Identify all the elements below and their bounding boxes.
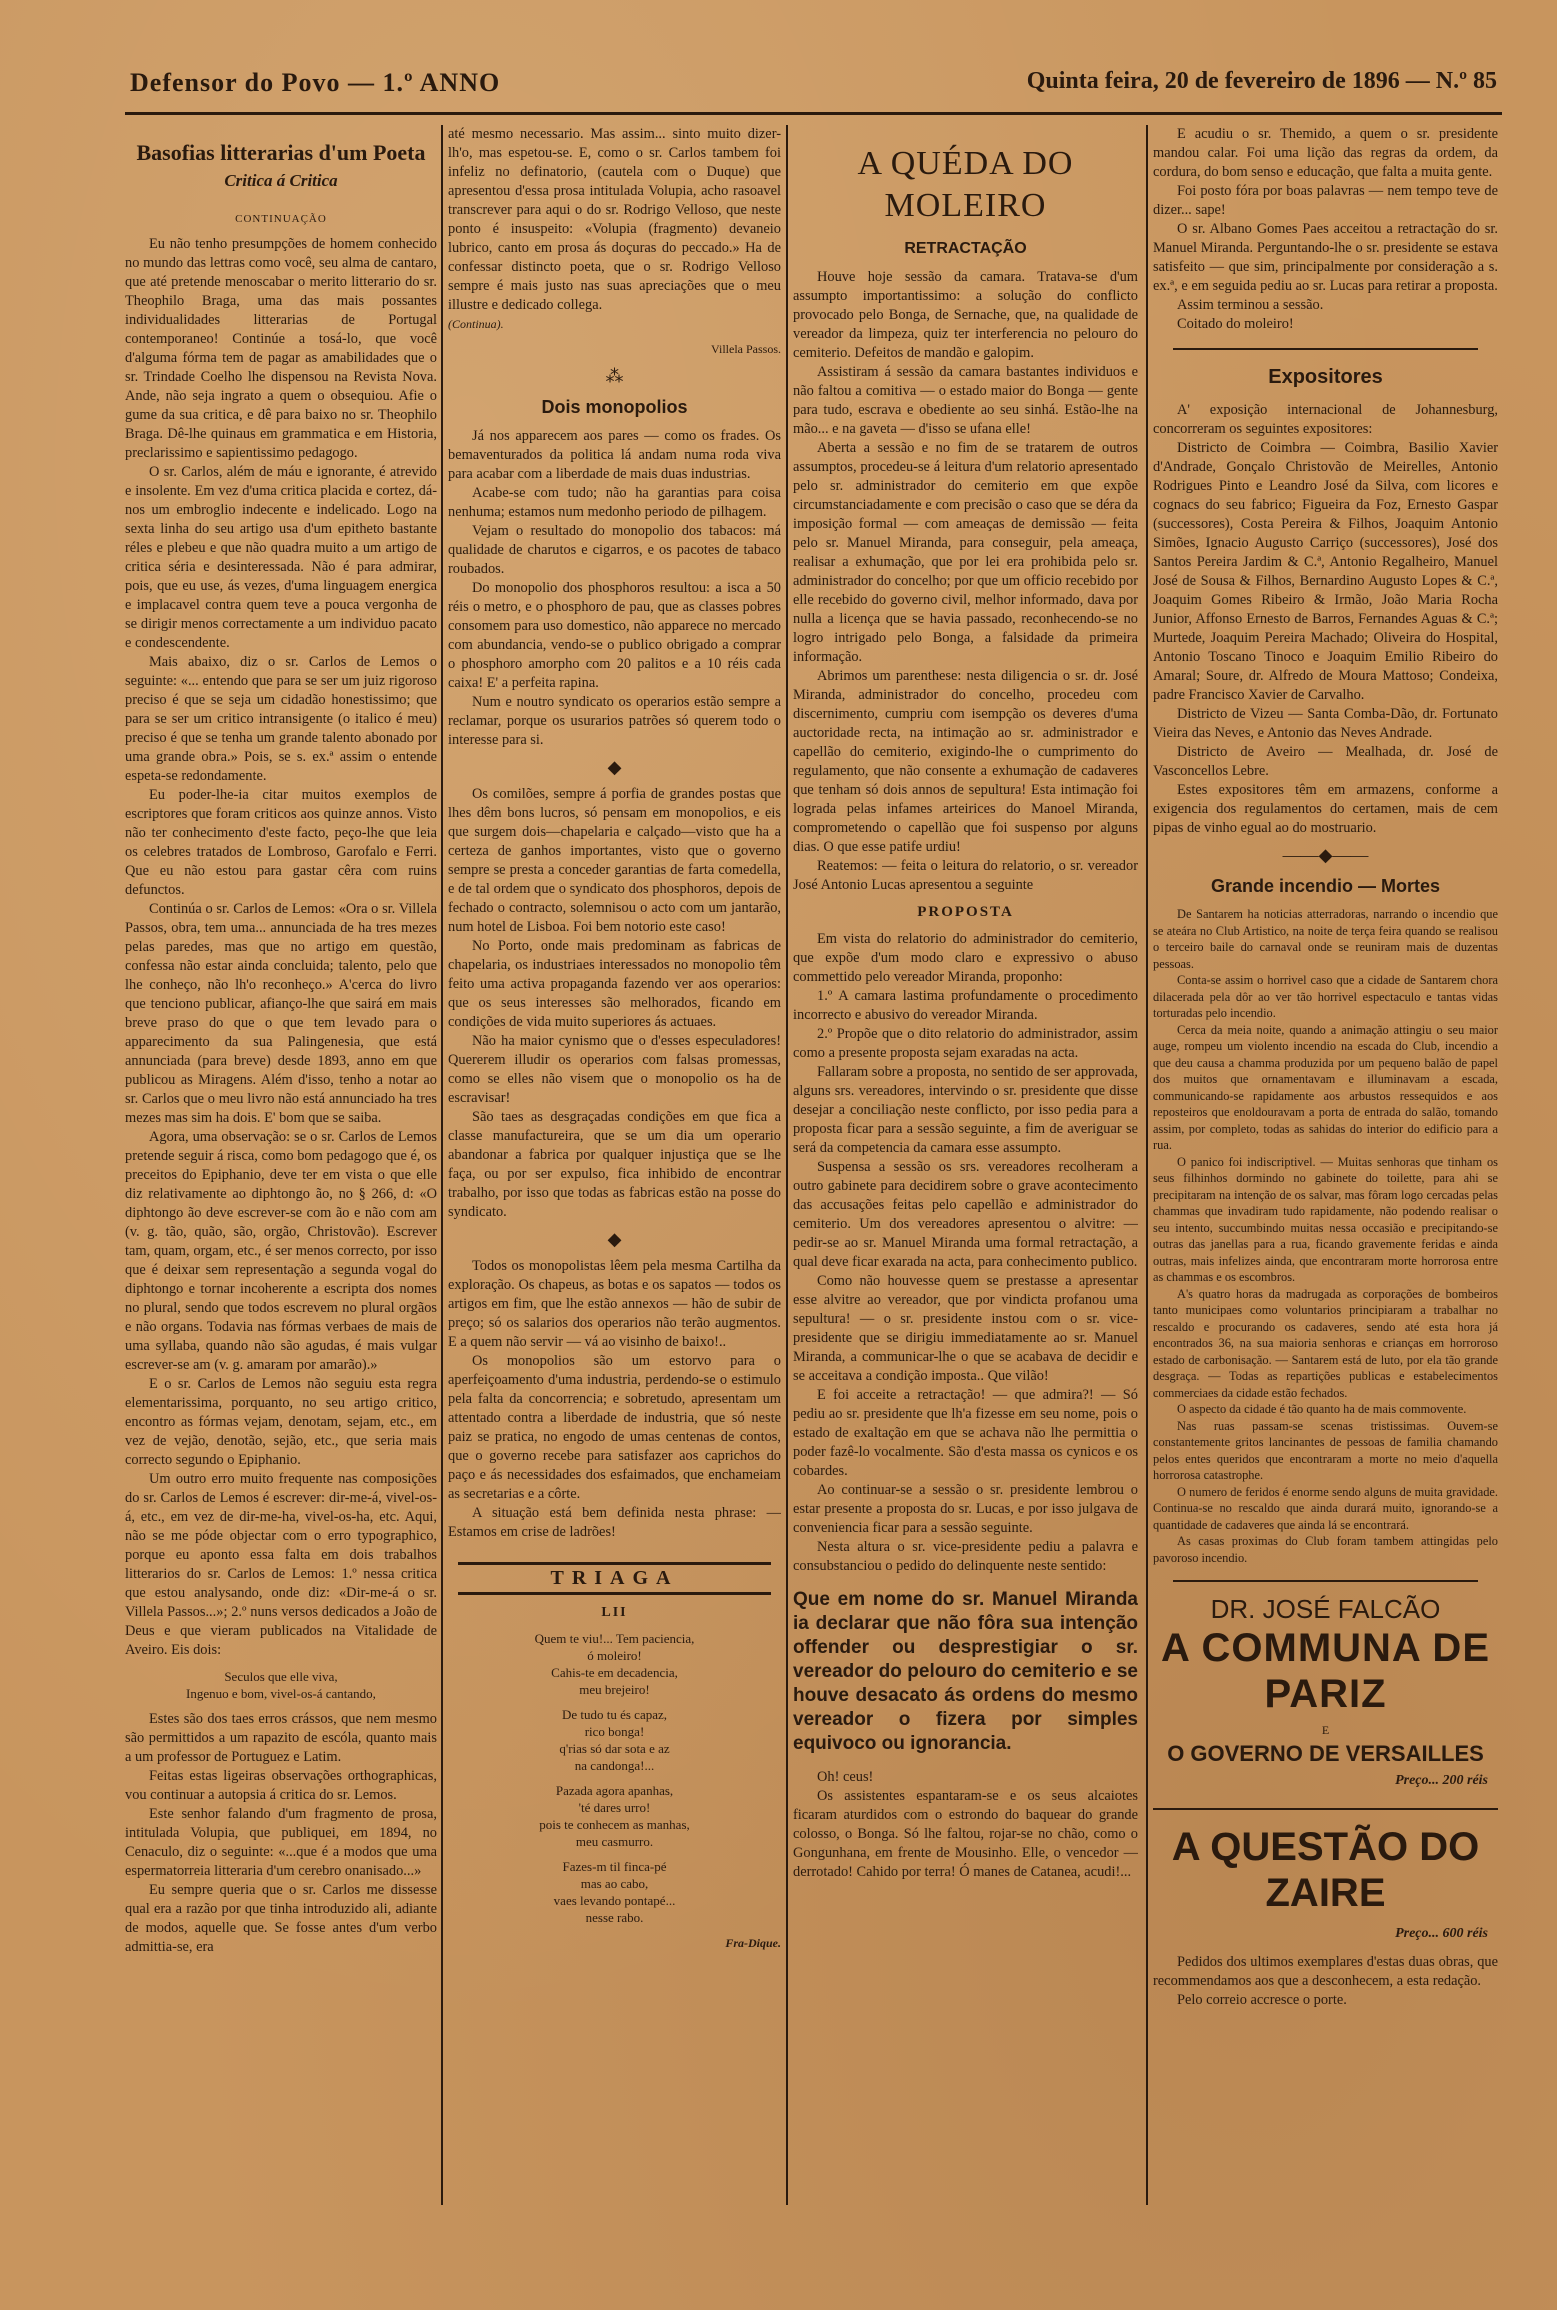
paragraph: Pelo correio accresce o porte. bbox=[1177, 1992, 1347, 2008]
poem-stanza: De tudo tu és capaz, rico bonga! q'rias só dar sota e az na candonga!... bbox=[559, 1707, 670, 1773]
paragraph: Do monopolio dos phosphoros resultou: a isca a 50 réis o metro, e o phosphoro de pau, que as classes pobres consomem para uso domestico, não apparece no mercado com abundancia, vendo-se o publico obrigado a comprar o phosphoro amorpho com 20 palitos e a 10 réis cada caixa! E' a perfeita rapina. bbox=[448, 580, 781, 691]
ad-book-title: A COMMUNA DE PARIZ bbox=[1160, 1626, 1490, 1716]
paragraph: O sr. Carlos, além de máu e ignorante, é atrevido e insolente. Em vez d'uma critica placida e cortez, dá-nos um embroglio indecente e indelicado. Logo na sexta linha do seu artigo usa d'um epitheto bastante réles e plebeu e que não quadra muito a um artigo de critica séria e desinteressada. Não é para admirar, pois, que eu use, ás vezes, d'uma linguagem energica e implacavel contra quem teve a pouca vergonha de se dirigir menos correctamente a um individuo pacato e condescendente. bbox=[125, 464, 437, 651]
ad-price: Preço... 200 réis bbox=[1395, 1773, 1488, 1788]
paragraph: O aspecto da cidade é tão quanto ha de mais commovente. bbox=[1177, 1402, 1467, 1416]
paragraph: O sr. Albano Gomes Paes acceitou a retractação do sr. Manuel Miranda. Perguntando-lhe o sr. presidente se estava satisfeito — que sim, principalmente por consideração a s. ex.ª, e em seguida pediu ao sr. Lucas para retirar a proposta. bbox=[1153, 221, 1498, 294]
paragraph: Todos os monopolistas lêem pela mesma Cartilha da exploração. Os chapeus, as botas e os sapatos — todos os artigos em fim, que lhe estão annexos — hão de subir de preço; só os salarios dos operarios não terão augmentos. E a quem não servir — vá ao visinho de baixo!.. bbox=[448, 1258, 781, 1350]
paragraph: Continúa o sr. Carlos de Lemos: «Ora o sr. Villela Passos, obra, tem uma... annunciada de ha tres mezes pelas paredes, mas que no artigo em questão, confessa não estar ainda concluida; talento, pelo que lhe conheço, não lh'o reconheço.» A'cerca do livro que tenciono publicar, afianço-lhe que sairá em mais breve praso do que o que tem levado para o apparecimento da sua Palingenesia, que está annunciada (para breve) desde 1893, anno em que publicou as Miragens. Além d'isso, tenho a notar ao sr. Carlos que o meu livro não está annunciado ha tres mezes mas sim ha dois. E' bom que se saiba. bbox=[125, 901, 437, 1126]
paragraph: Eu não tenho presumpções de homem conhecido no mundo das lettras como você, seu alma de cantaro, que até pretende menoscabar o merito litterario do sr. Theophilo Braga, uma das mais possantes individualidades litterarias de Portugal contemporaneo! Continúe a tosá-lo, que você d'alguma fórma tem de pagar as amabilidades que o sr. Trindade Coelho lhe dispensou na Revista Nova. Ande, não seja ingrato a quem o obsequiou. Afie o gume da sua critica, e dê para baixo no sr. Theophilo Braga. Dê-lhe quinaus em grammatica e em Historia, preclarissimo e sapientissimo pedagogo. bbox=[125, 236, 437, 461]
paragraph: O panico foi indiscriptivel. — Muitas senhoras que tinham os seus filhinhos dormindo no gabinete do toilette, para ahi se precipitaram na intenção de os salvar, mas fôram logo cercadas pelas chammas que invadiram tudo rapidamente, não podendo realisar o seu intento, succumbindo muitas nessa occasião e precipitando-se outras das janellas para a rua, ficando gravemente feridas e ainda outras, mais infelizes ainda, que encontraram morte horrorosa entre as chammas e os escombros. bbox=[1153, 1154, 1498, 1284]
poem-stanza: Quem te viu!... Tem paciencia, ó moleiro! Cahis-te em decadencia, meu brejeiro! bbox=[534, 1631, 695, 1697]
article-subtitle: RETRACTAÇÃO bbox=[904, 240, 1027, 257]
author-signature: Villela Passos. bbox=[711, 342, 781, 356]
paragraph: Em vista do relatorio do administrador do cemiterio, que expõe d'um modo claro e expressivo o abuso commettido pelo vereador Miranda, proponho: bbox=[793, 931, 1138, 985]
poem-stanza: Pazada agora apanhas, 'té dares urro! pois te conhecem as manhas, meu casmurro. bbox=[539, 1783, 690, 1849]
column-2 bbox=[448, 125, 781, 2205]
paragraph: A's quatro horas da madrugada as corporações de bombeiros tanto municipaes como voluntarios principiaram a trabalhar no rescaldo e procurando os cadaveres, sendo até esta hora já encontrados 36, na sua maioria senhoras e crianças em horroroso estado de carbonisação. — Santarem está de luto, por ela tão grande desgraça. — Todas as repartições publicas e estabelecimentos commerciaes da cidade estão fechados. bbox=[1153, 1286, 1498, 1400]
paragraph: Districto de Vizeu — Santa Comba-Dão, dr. Fortunato Vieira das Neves, e Antonio das Neves Andrade. bbox=[1153, 706, 1498, 741]
ornament-icon: ——◆—— bbox=[1282, 845, 1369, 865]
ad-price: Preço... 600 réis bbox=[1395, 1926, 1488, 1941]
paragraph: São taes as desgraçadas condições em que fica a classe manufactureira, que se um dia um operario abandonar a fabrica por qualquer injustiça que se lhe faça, ou por ser expulso, fica inhibido de encontrar trabalho, por isso que todas as fabricas estão na posse do syndicato. bbox=[448, 1109, 781, 1220]
ad-book-subtitle: O GOVERNO DE VERSAILLES bbox=[1167, 1741, 1484, 1766]
issue-date: Quinta feira, 20 de fevereiro de 1896 — N.º 85 bbox=[1026, 68, 1497, 94]
masthead bbox=[130, 62, 1497, 102]
section-rule bbox=[1173, 348, 1478, 350]
paragraph: Feitas estas ligeiras observações orthographicas, vou continuar a autopsia á critica do sr. Lemos. bbox=[125, 1768, 437, 1803]
bold-statement: Que em nome do sr. Manuel Miranda ia declarar que não fôra sua intenção offender ou desprestigiar o sr. vereador do pelouro do cemiterio e se houve desacato ás ordens do mesmo vereador o fizera por simples equivoco ou ignorancia. bbox=[793, 1589, 1138, 1754]
paragraph: A situação está bem definida nesta phrase: — Estamos em crise de ladrões! bbox=[448, 1505, 781, 1540]
proposal-heading: PROPOSTA bbox=[917, 904, 1014, 920]
poem-stanza: Fazes-m til finca-pé mas ao cabo, vaes levando pontapé... nesse rabo. bbox=[553, 1859, 676, 1925]
diamond-icon: ◆ bbox=[607, 1229, 622, 1249]
paragraph: Os comilões, sempre á porfia de grandes postas que lhes dêm bons lucros, só pensam em monopolios, e eis que surgem dois—chapelaria e calçado—visto que ha a certeza de ganhos importantes, visto que o governo sempre se presta a conceder garantias de farta comedella, e de tal ordem que o syndicato dos phosphoros, depois de fechado o contracto, solemnisou o acto com um jantarão, num hotel de Lisboa. Foi bem notorio este caso! bbox=[448, 786, 781, 935]
section-rule bbox=[1173, 1580, 1478, 1582]
poem-signature: Fra-Dique. bbox=[725, 1936, 781, 1950]
paragraph: Assistiram á sessão da camara bastantes individuos e não faltou a comitiva — o estado maior do Bonga — gente para tudo, escrava e obediente ao seu sinhá. Estão-lhe na mão... e na gaveta — d'isso se ufana elle! bbox=[793, 364, 1138, 437]
paragraph: Num e noutro syndicato os operarios estão sempre a reclamar, porque os usurarios patrões só querem todo o interesse para si. bbox=[448, 694, 781, 748]
paragraph: Nas ruas passam-se scenas tristissimas. Ouvem-se constantemente gritos lancinantes de pessoas de familia chamando pelos entes queridos que encontraram a morte no meio d'aquella horrorosa catastrophe. bbox=[1153, 1418, 1498, 1482]
paragraph: As casas proximas do Club foram tambem attingidas pelo pavoroso incendio. bbox=[1153, 1534, 1498, 1565]
paragraph: Como não houvesse quem se prestasse a apresentar esse alvitre ao vereador, que por vindicta profanou uma sepultura! — o sr. presidente instou com o sr. vice-presidente que se dirigiu immediatamente ao sr. Manuel Miranda, a communicar-lhe o que se acabava de decidir e se acceitava a condição imposta.. Que vilão! bbox=[793, 1273, 1138, 1384]
ad-conjunction: E bbox=[1321, 1723, 1330, 1737]
paragraph: Ao continuar-se a sessão o sr. presidente lembrou o estar presente a proposta do sr. Lucas, e por isso julgava de conveniencia ficar para a sessão seguinte. bbox=[793, 1482, 1138, 1536]
paragraph: Districto de Coimbra — Coimbra, Basilio Xavier d'Andrade, Gonçalo Christovão de Meirelles, Antonio Rodrigues Pinto e Leandro José da Silva, com licores e cognacs do seu fabrico; Figueira da Foz, Ernesto Gaspar (successores), Costa Pereira & Filhos, Joaquim Antonio Simões, Ignacio Augusto Carriço (successores), José dos Santos Pereira Jardim & C.ª, Antonio Regalheiro, Manuel José de Sousa & Filhos, Bernardino Augusto Lopes & C.ª, Joaquim Gomes Ribeiro & Irmão, João Maria Rocha Junior, Affonso Ernesto de Barros, Fernandes Aguas & C.ª; Murtede, Joaquim Pereira Machado; Oliveira do Hospital, Antonio Toscano Tinoco e Joaquim Emilio Ribeiro do Amaral; Soure, dr. Alfredo de Moura Mattoso; Condeixa, padre Francisco Xavier de Carvalho. bbox=[1153, 440, 1498, 703]
paragraph: Mais abaixo, diz o sr. Carlos de Lemos o seguinte: «... entendo que para se ser um juiz rigoroso preciso é que se seja um cidadão honestissimo; que para se ser um critico intransigente (o italico é meu) preciso é que se tenha um grande talento abonado por uma grande obra.» Pois, se s. ex.ª assim o entende espeta-se redondamente. bbox=[125, 654, 437, 784]
column-3 bbox=[793, 125, 1138, 2205]
paragraph: Um outro erro muito frequente nas composições do sr. Carlos de Lemos é escrever: dir-me-á, vivel-os-á, etc., em vez de dir-me-ha, vivel-os-ha, etc. Aqui, não se me póde objectar com o erro typographico, porque eu aponto essa falta em dois trabalhos litterarios do sr. Carlos de Lemos: 1.º nessa critica que estou analysando, onde diz: «Dir-me-á o sr. Villela Passos...»; 2.º nuns versos dedicados a João de Deus e que vieram publicados na Vitalidade de Aveiro. Eis dois: bbox=[125, 1471, 437, 1658]
fire-report bbox=[1153, 906, 1498, 1566]
paragraph: Abrimos um parenthese: nesta diligencia o sr. dr. José Miranda, administrador do concelho, procedeu com discernimento, cumpriu com isempção os deveres d'uma auctoridade recta, na intimação ao sr. administrador e capellão do cemiterio, exigindo-lhe o cumprimento do regulamento, que não consente a exhumação de cadaveres que tenham só dois annos de sepultura! Esta intimação foi lograda pelas infames arteirices do Manoel Miranda, comprometendo o capellão que foi suspenso por alguns dias. O que esse patife urdiu! bbox=[793, 668, 1138, 855]
paragraph: Os monopolios são um estorvo para o aperfeiçoamento d'uma industria, perdendo-se o estimulo pela falta da concorrencia; e sobretudo, apresentam um attentado contra a liberdade de industria, que só neste paiz se pratica, no engodo de umas centenas de contos, que o governo recebe para satisfazer aos caprichos do paço e ás necessidades dos esfaimados, que enchameiam as secretarias e a côrte. bbox=[448, 1353, 781, 1502]
paragraph: Eu sempre queria que o sr. Carlos me dissesse qual era a razão por que tinha introduzido ali, adiante de modos, aquelle que. Se fosse antes d'um verbo admittia-se, era bbox=[125, 1882, 437, 1955]
column-1 bbox=[125, 125, 437, 2205]
section-banner: TRIAGA bbox=[458, 1562, 771, 1595]
column-4 bbox=[1153, 125, 1498, 2205]
paragraph: Aberta a sessão e no fim de se tratarem de outros assumptos, procedeu-se á leitura d'um relatorio apresentado pelo sr. administrador do cemiterio em que expõe circumstanciadamente e com precisão o caso que se déra da imposição formal — com ameaças de demissão — feita pelo sr. Manuel Miranda, para conseguir, pela ameaça, realisar a exhumação, que por lei era prohibida pelo sr. administrador do concelho; por que um officio recebido por elle recebido do governo civil, melhor informado, dava por nulla a licença que se havia passado, reconhecendo-se no logro intrigado pelo Bonga, a falsidade da primeira informação. bbox=[793, 440, 1138, 665]
article-subtitle: Critica á Critica bbox=[224, 171, 338, 190]
continuation-label: CONTINUAÇÃO bbox=[235, 213, 327, 225]
paragraph: 2.º Propõe que o dito relatorio do administrador, assim como a presente proposta sejam exaradas na acta. bbox=[793, 1026, 1138, 1061]
poem-number: LII bbox=[601, 1605, 628, 1620]
paragraph: Houve hoje sessão da camara. Tratava-se d'um assumpto importantissimo: a solução do conflicto provocado pelo Bonga, de Sernache, que, na qualidade de vereador da limpeza, quiz ter interferencia no pelouro do cemiterio. Defeitos de mandão e galopim. bbox=[793, 269, 1138, 361]
column-divider bbox=[441, 125, 443, 2205]
paragraph: O numero de feridos é enorme sendo alguns de muita gravidade. Continua-se no rescaldo que ainda durará muito, ignorando-se a quantidade de cadaveres que ainda lá se encontrará. bbox=[1153, 1484, 1498, 1532]
paragraph: Foi posto fóra por boas palavras — nem tempo teve de dizer... sape! bbox=[1153, 183, 1498, 218]
continua-label: (Continua). bbox=[448, 317, 504, 331]
article-title: Dois monopolios bbox=[541, 397, 688, 417]
paragraph: Não ha maior cynismo que o d'esses especuladores! Quererem illudir os operarios com falsas promessas, como se elles não visem que o monopolio os ha de escravisar! bbox=[448, 1033, 781, 1106]
article-title: Grande incendio — Mortes bbox=[1210, 876, 1441, 896]
paragraph: Já nos apparecem aos pares — como os frades. Os bemaventurados da politica lá andam numa roda viva para acabar com a liberdade de mais duas industrias. bbox=[448, 428, 781, 482]
header-rule bbox=[125, 112, 1502, 115]
paragraph: E o sr. Carlos de Lemos não seguiu esta regra elementarissima, porquanto, no seu artigo critico, encontro as fórmas vejam, denotam, sejam, etc., em vez de vejão, denotão, sejão, etc., que seria mais correcto segundo o Epiphanio. bbox=[125, 1376, 437, 1468]
paragraph: Este senhor falando d'um fragmento de prosa, intitulada Volupia, que publiquei, em 1894, no Cenaculo, diz o seguinte: «...que é a modos que uma espermatorreia litteraria d'um cerebro onanisado...» bbox=[125, 1806, 437, 1879]
paragraph: Estes expositores têm em armazens, conforme a exigencia dos regulamentos do certamen, mais de cem pipas de vinho egual ao do mostruario. bbox=[1153, 782, 1498, 836]
paragraph: Eu poder-lhe-ia citar muitos exemplos de escriptores que foram criticos aos quinze annos. Visto não ter conhecimento d'este facto, peço-lhe que leia os celebres tratados de Lombroso, Garofalo e Ferri. Que eu não estou para gastar cêra com ruins defunctos. bbox=[125, 787, 437, 898]
paragraph: Vejam o resultado do monopolio dos tabacos: má qualidade de charutos e cigarros, e os pacotes de tabaco roubados. bbox=[448, 523, 781, 577]
paragraph: Os assistentes espantaram-se e os seus alcaiotes ficaram aturdidos com o estrondo do baquear do grande colosso, o Bonga. Só lhe faltou, rojar-se no chão, como o Gongunhana, em frente de Mousinho. Elle, o vencedor — derrotado! Cahido por terra! Ó manes de Catanea, acudi!... bbox=[793, 1788, 1138, 1880]
paragraph: até mesmo necessario. Mas assim... sinto muito dizer-lh'o, mas espetou-se. E, como o sr. Carlos tambem foi infeliz no definatorio, (cautela com o Duque) que apresentou d'essa prosa intitulada Volupia, acho rasoavel transcrever para aqui o do sr. Rodrigo Velloso, que neste ponto é insuspeito: «Volupia (fragmento) devaneio lubrico, canto em prosa ás doçuras do peccado.» Ha de confessar distincto poeta, que o sr. Rodrigo Velloso sempre é mais justo nas suas apreciações que o meu illustre e dedicado collega. bbox=[448, 126, 781, 313]
paragraph: Conta-se assim o horrivel caso que a cidade de Santarem chora dilacerada pela dôr ao ver tão horrivel espectaculo e tantas vidas torturadas pelo incendio. bbox=[1153, 973, 1498, 1020]
article-title: A QUÉDA DO MOLEIRO bbox=[857, 145, 1074, 224]
paragraph: Fallaram sobre a proposta, no sentido de ser approvada, alguns srs. vereadores, intervindo o sr. presidente que disse desejar a conciliação neste conflicto, por isso pedia para a proposta ficar para a sessão seguinte, a fim de averiguar se será da competencia da camara esse assumpto. bbox=[793, 1064, 1138, 1156]
paragraph: Reatemos: — feita o leitura do relatorio, o sr. vereador José Antonio Lucas apresentou a seguinte bbox=[793, 858, 1138, 893]
paragraph: 1.º A camara lastima profundamente o procedimento incorrecto e abusivo do vereador Miranda. bbox=[793, 988, 1138, 1023]
paragraph: No Porto, onde mais predominam as fabricas de chapelaria, os industriaes interessados no monopolio têm feito uma activa propaganda fazendo ver aos operarios: que os seus interesses são melhorados, ficando em condições de vida muito superiores ás actuaes. bbox=[448, 938, 781, 1030]
diamond-icon: ◆ bbox=[607, 757, 622, 777]
column-divider bbox=[1146, 125, 1148, 2205]
paragraph: Pedidos dos ultimos exemplares d'estas duas obras, que recommendamos aos que a desconhecem, a esta redação. bbox=[1153, 1954, 1498, 1989]
paragraph: Oh! ceus! bbox=[817, 1769, 874, 1785]
paragraph: Suspensa a sessão os srs. vereadores recolheram a outro gabinete para decidirem sobre o grave acontecimento das accusações feitas pelo capellão e administrador do cemiterio. Um dos vereadores apresentou o alvitre: — pedir-se ao sr. Manuel Miranda uma formal retractação, a qual deve ficar exarada na acta, para conhecimento publico. bbox=[793, 1159, 1138, 1270]
ornament-icon: ⁂ bbox=[605, 366, 624, 386]
paragraph: Cerca da meia noite, quando a animação attingiu o seu maior auge, rompeu um violento incendio na escada do Club, incendio a que deu causa a chamma produzida por um pequeno balão de papel dos muitos que ornamentavam e illuminavam a escada, communicando-se rapidamente aos arbustos ressequidos e aos reposteiros que enoldouravam a porta de entrada do salão, tomando assim, por completo, todas as sahidas do interior do edificio para a rua. bbox=[1153, 1022, 1498, 1152]
paragraph: A' exposição internacional de Johannesburg, concorreram os seguintes expositores: bbox=[1153, 402, 1498, 437]
paragraph: Acabe-se com tudo; não ha garantias para coisa nenhuma; estamos num medonho periodo de pilhagem. bbox=[448, 485, 781, 520]
paragraph: Coitado do moleiro! bbox=[1177, 316, 1294, 332]
paragraph: De Santarem ha noticias atterradoras, narrando o incendio que se ateára no Club Artistico, na noite de terça feira quando se realisou o terceiro baile do carnaval onde se reuniram mais de duzentas pessoas. bbox=[1153, 907, 1498, 971]
ad-book-title: A QUESTÃO DO ZAIRE bbox=[1153, 1808, 1498, 1916]
paragraph: Nesta altura o sr. vice-presidente pediu a palavra e consubstanciou o pedido do delinquente neste sentido: bbox=[793, 1539, 1138, 1574]
article-title: Expositores bbox=[1268, 366, 1383, 388]
paragraph: Assim terminou a sessão. bbox=[1177, 297, 1324, 313]
article-title: Basofias litterarias d'um Poeta bbox=[136, 140, 426, 165]
paragraph: Districto de Aveiro — Mealhada, dr. José de Vasconcellos Lebre. bbox=[1153, 744, 1498, 779]
newspaper-title: Defensor do Povo — 1.º ANNO bbox=[130, 68, 501, 97]
paragraph: E foi acceite a retractação! — que admira?! — Só pediu ao sr. presidente que lh'a fizesse em seu nome, pois o estado de exaltação em que se achava não lhe permittia o poder fazê-lo vocalmente. São d'esta massa os cynicos e os cobardes. bbox=[793, 1387, 1138, 1479]
ad-author: DR. JOSÉ FALCÃO bbox=[1210, 1594, 1441, 1624]
paragraph: E acudiu o sr. Themido, a quem o sr. presidente mandou calar. Foi uma lição das regras da ordem, da cordura, do bom senso e educação, que falta a muita gente. bbox=[1153, 126, 1498, 180]
paragraph: Estes são dos taes erros crássos, que nem mesmo são permittidos a um rapazito de escóla, quanto mais a um professor de Portuguez e Latim. bbox=[125, 1711, 437, 1765]
column-divider bbox=[786, 125, 788, 2205]
verse-quote: Seculos que elle viva, Ingenuo e bom, vivel-os-á cantando, bbox=[186, 1669, 376, 1701]
paragraph: Agora, uma observação: se o sr. Carlos de Lemos pretende seguir á risca, como bom pedagogo que é, os preceitos do Epiphanio, deve ter em vista o que elle diz relativamente ao diphtongo ão, no § 266, d: «O diphtongo ão deve escrever-se com ão e não com am (v. g. tão, quão, são, orgão, Christovão). Escrever tam, quam, orgam, etc., é ser menos correcto, por isso que é deixar sem representação a segunda vogal do diphtongo e tornar incoherente a escripta dos nomes no plural, sendo que todos escrevem no plural orgãos e não organs. Todavia nas fórmas verbaes de mais de uma syllaba, quando não são agudas, é mais vulgar escrever-se am (v. g. amaram por amarão).» bbox=[125, 1129, 437, 1373]
